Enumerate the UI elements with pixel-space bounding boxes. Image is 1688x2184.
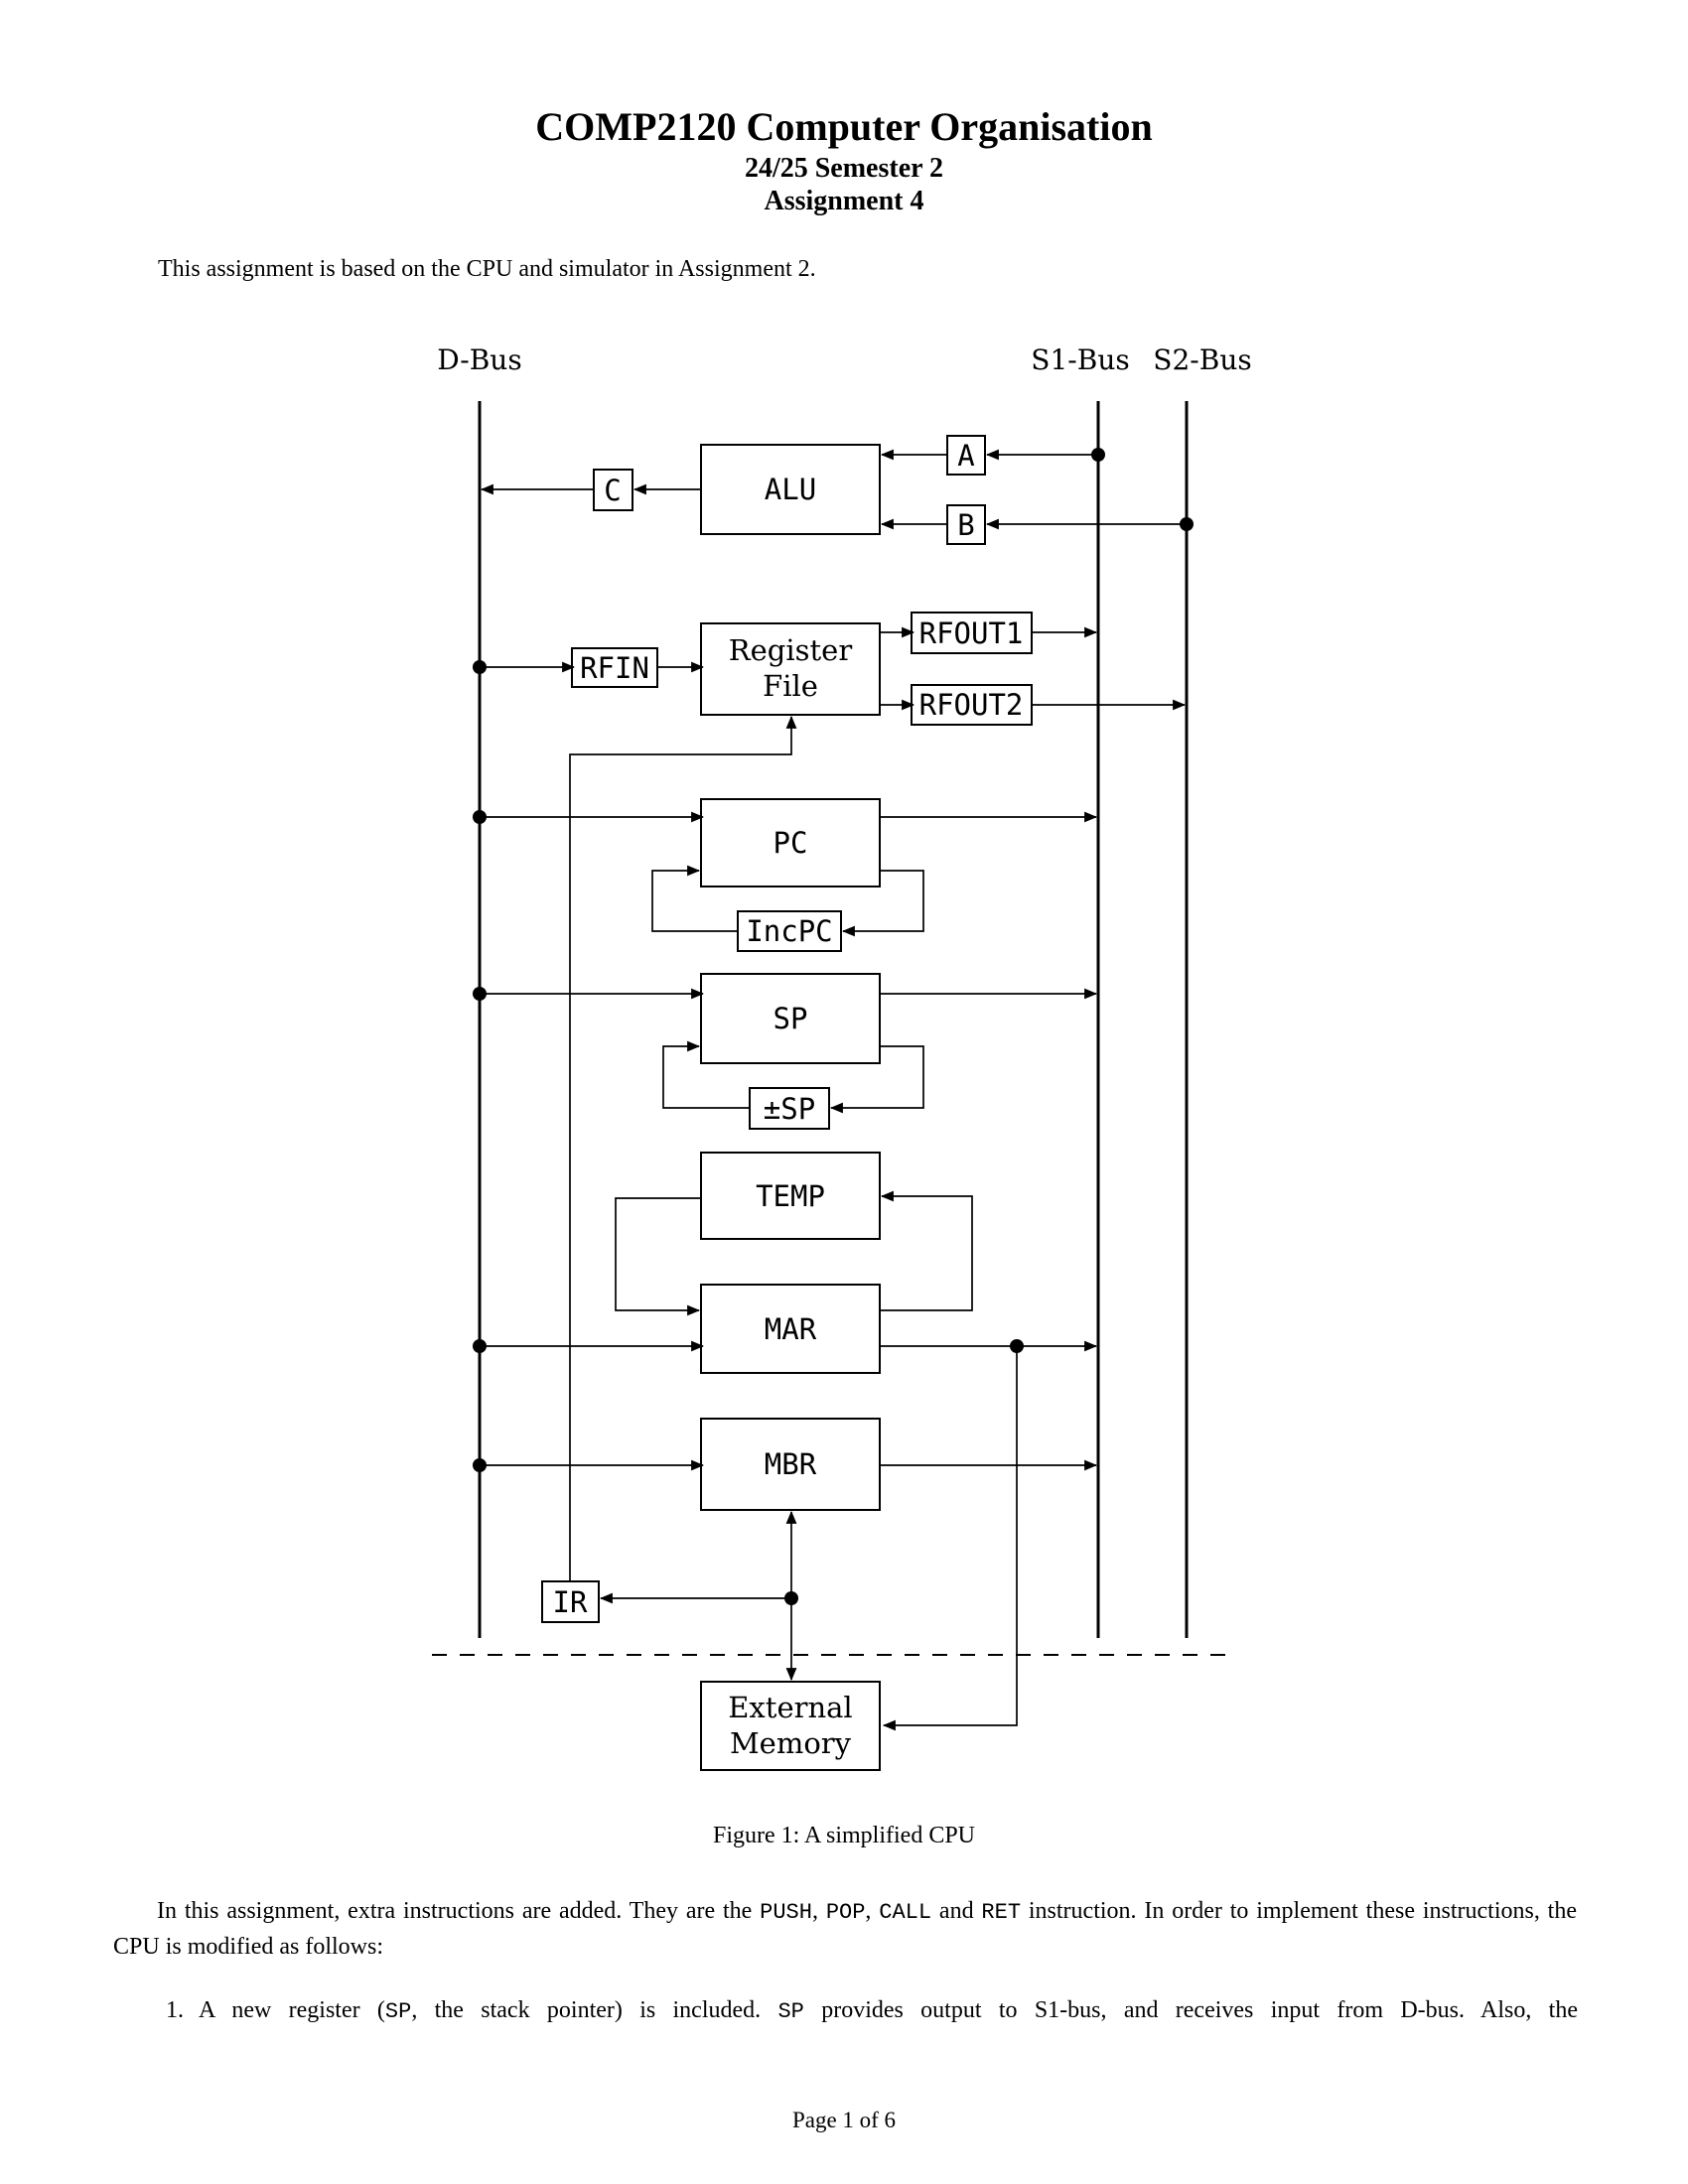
dbus-mbr-junction-dot [473, 1458, 487, 1472]
page-title: COMP2120 Computer Organisation [535, 104, 1153, 149]
incpc-to-pc-wire [652, 871, 738, 931]
sp-to-pmsp-wire [831, 1046, 923, 1108]
sp-label: SP [773, 1002, 808, 1035]
intro-paragraph: This assignment is based on the CPU and simulator in Assignment 2. [158, 256, 816, 282]
sp-register-text: SP [384, 1999, 412, 2024]
alu-label: ALU [764, 473, 817, 506]
call-instruction-text: CALL [879, 1900, 932, 1925]
pc-label: PC [773, 826, 808, 860]
mbr-ir-junction-dot [784, 1591, 798, 1605]
c-label: C [604, 474, 622, 507]
rfout2-label: RFOUT2 [918, 688, 1024, 722]
a-label: A [957, 439, 975, 473]
assignment-line: Assignment 4 [764, 186, 924, 216]
mar-to-temp-wire [880, 1196, 972, 1310]
register-file-label-line1: Register [728, 633, 853, 667]
mbr-label: MBR [764, 1447, 817, 1481]
s2-bus-label: S2-Bus [1153, 343, 1252, 376]
mar-label: MAR [764, 1312, 817, 1346]
s2-b-junction-dot [1180, 517, 1194, 531]
plus-minus-sp-label: ±SP [763, 1092, 816, 1126]
dbus-pc-junction-dot [473, 810, 487, 824]
s1-bus-label: S1-Bus [1031, 343, 1130, 376]
cpu-diagram [0, 328, 1688, 1876]
ir-label: IR [552, 1585, 588, 1619]
list-item-1: 1. A new register (SP, the stack pointer) is included. SP provides output to S1-bus, and receives input from D-bus. Also, the [199, 1993, 1578, 2029]
bus-labels [437, 343, 1251, 376]
rfin-label: RFIN [580, 651, 649, 685]
rfout1-label: RFOUT1 [918, 616, 1024, 650]
temp-to-mar-wire [616, 1198, 701, 1310]
sp-register-text: SP [777, 1999, 804, 2024]
semester-line: 24/25 Semester 2 [744, 153, 944, 184]
d-bus-label: D-Bus [437, 343, 522, 376]
paragraph-text: In this assignment, extra instructions are added. They are the [157, 1898, 761, 1924]
b-label: B [957, 508, 975, 542]
register-box-labels [553, 439, 1024, 1760]
dbus-mar-junction-dot [473, 1339, 487, 1353]
temp-label: TEMP [756, 1179, 825, 1213]
register-file-label-line2: File [763, 669, 818, 703]
push-instruction-text: PUSH [760, 1900, 812, 1925]
incpc-label: IncPC [746, 914, 833, 948]
mar-to-memory-wire [884, 1346, 1017, 1725]
dbus-rfin-junction-dot [473, 660, 487, 674]
external-memory-label-line2: Memory [729, 1726, 852, 1760]
list-item-1-number: 1. [166, 1997, 184, 2023]
s1-a-junction-dot [1091, 448, 1105, 462]
mar-memory-junction-dot [1010, 1339, 1024, 1353]
ir-to-rf-wire [570, 717, 791, 1581]
ret-instruction-text: RET [981, 1900, 1022, 1925]
pc-to-incpc-wire [843, 871, 923, 931]
body-paragraph: In this assignment, extra instructions are added. They are the PUSH, POP, CALL and RET instruction. In order to implement these instructions, the CPU is modified as follows: [113, 1898, 1578, 1960]
pop-instruction-text: POP [825, 1900, 866, 1925]
external-memory-label-line1: External [728, 1691, 853, 1724]
junction-dots [473, 448, 1194, 1605]
dbus-sp-junction-dot [473, 987, 487, 1001]
page-number: Page 1 of 6 [791, 2108, 897, 2132]
pmsp-to-sp-wire [663, 1046, 750, 1108]
bus-lines [480, 401, 1187, 1638]
figure-caption: Figure 1: A simplified CPU [712, 1823, 976, 1848]
